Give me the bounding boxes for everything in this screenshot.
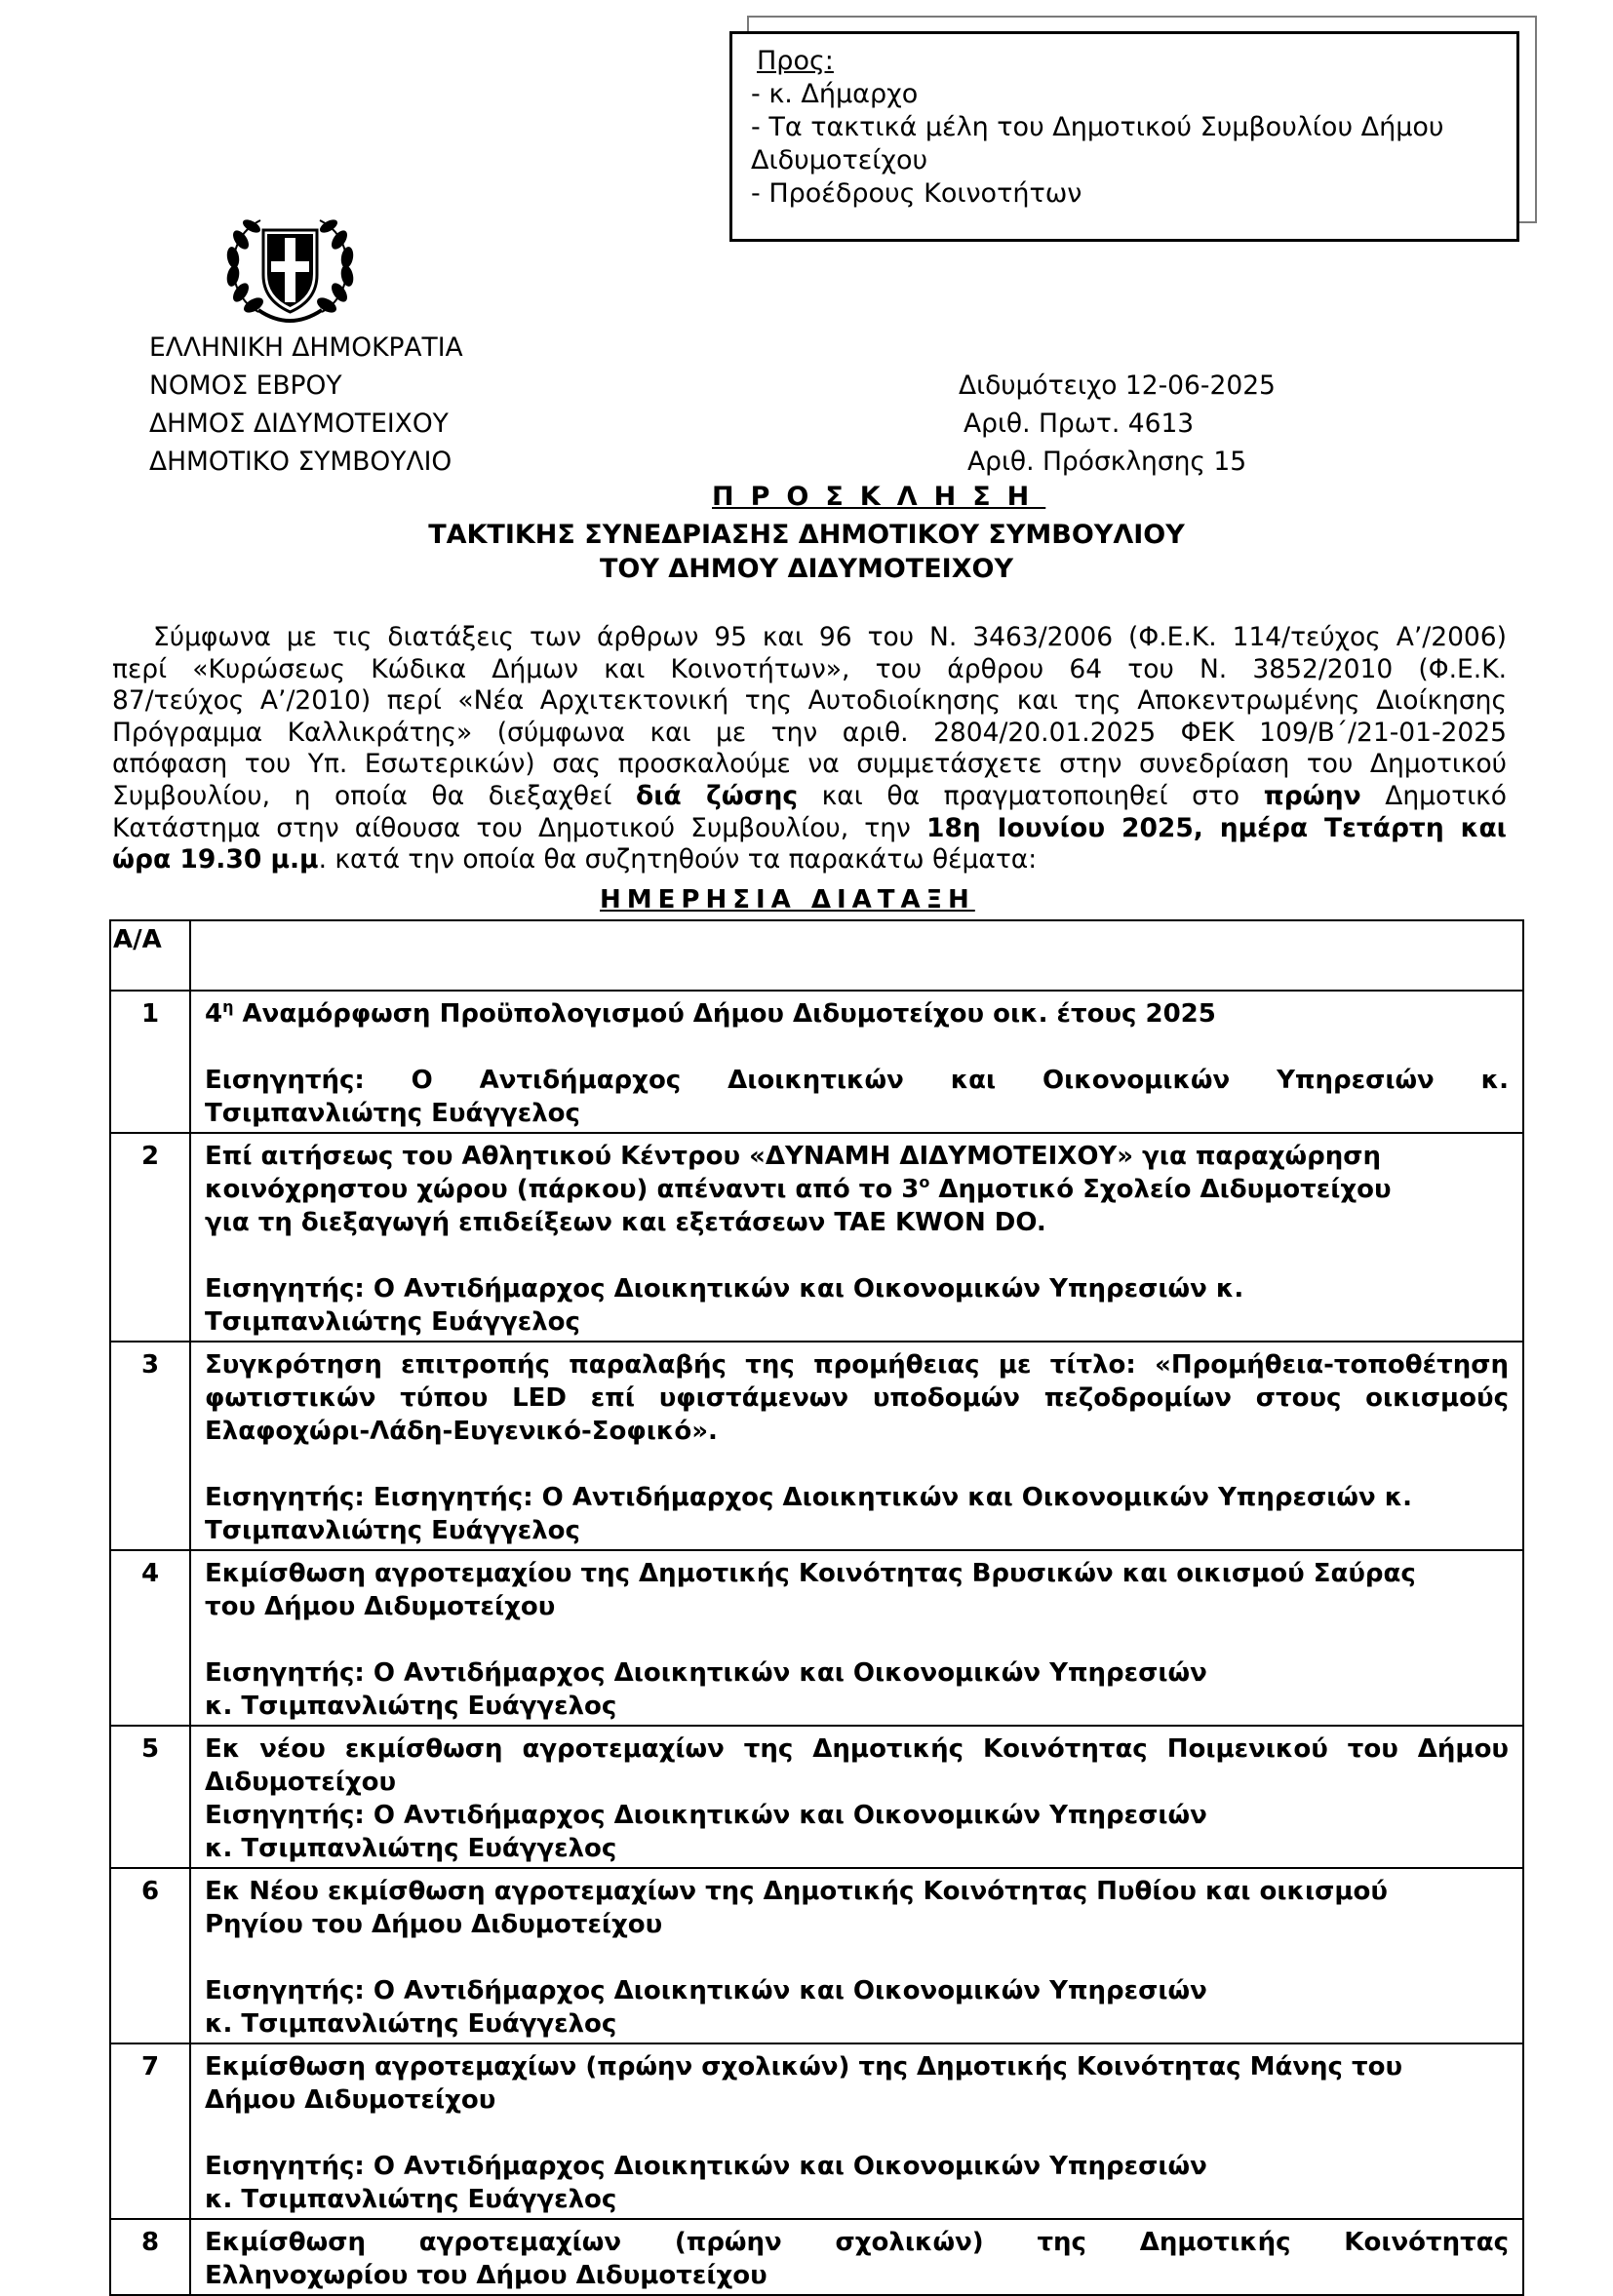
item-title-text: Αναμόρφωση Προϋπολογισμού Δήμου Διδυμοτείχου οικ. έτους 2025	[233, 999, 1216, 1029]
item-title: Επί αιτήσεως του Αθλητικού Κέντρου «ΔΥΝΑΜΗ ΔΙΔΥΜΟΤΕΙΧΟΥ» για παραχώρηση	[205, 1142, 1382, 1171]
item-title: Εκμίσθωση αγροτεμαχίων (πρώην σχολικών) της Δημοτικής Κοινότητας	[205, 2228, 1509, 2257]
recipient-line: Διδυμοτείχου	[751, 145, 928, 175]
item-number: 4	[110, 1550, 190, 1726]
item-title	[205, 997, 1509, 1031]
intro-text: Δημοτικό	[1360, 780, 1507, 811]
ordinal-suffix: η	[222, 997, 234, 1016]
intro-bold-date: 18η Ιουνίου 2025, ημέρα Τετάρτη και	[926, 812, 1507, 843]
intro-text: . κατά την οποία θα συζητηθούν τα παρακάτω θέματα:	[318, 844, 1038, 876]
agenda-item-8	[190, 2219, 1523, 2295]
item-title: Ρηγίου του Δήμου Διδυμοτείχου	[205, 1910, 663, 1939]
header-empty-cell	[190, 920, 1523, 991]
header-council: ΔΗΜΟΤΙΚΟ ΣΥΜΒΟΥΛΙΟ	[149, 447, 452, 477]
item-title: Εκ νέου εκμίσθωση αγροτεμαχίων της Δημοτικής Κοινότητας Ποιμενικού του Δήμου	[205, 1734, 1509, 1764]
rapporteur: Εισηγητής: Ο Αντιδήμαρχος Διοικητικών και Οικονομικών Υπηρεσιών κ.	[205, 1066, 1509, 1095]
recipient-heading: Προς:	[757, 46, 834, 76]
table-row	[110, 1550, 1523, 1726]
ordinal: 4	[205, 999, 223, 1029]
agenda-item-6	[190, 1868, 1523, 2043]
protocol-number: Αριθ. Πρωτ. 4613	[964, 409, 1195, 439]
rapporteur-name: Τσιμπανλιώτης Ευάγγελος	[205, 1516, 580, 1545]
agenda-table	[109, 919, 1524, 2296]
item-title: του Δήμου Διδυμοτείχου	[205, 1592, 556, 1621]
table-row	[110, 2043, 1523, 2219]
intro-line: 87/τεύχος Α’/2010) περί «Νέα Αρχιτεκτονική της Αυτοδιοίκησης και της Αποκεντρωμένης Διοίκησης	[112, 685, 1507, 717]
item-title: Εκμίσθωση αγροτεμαχίου της Δημοτικής Κοινότητας Βρυσικών και οικισμού Σαύρας	[205, 1559, 1416, 1588]
table-row	[110, 2219, 1523, 2295]
agenda-title: ΗΜΕΡΗΣΙΑ ΔΙΑΤΑΞΗ	[600, 885, 975, 915]
table-row	[110, 1868, 1523, 2043]
table-row	[110, 1133, 1523, 1342]
item-number: 6	[110, 1868, 190, 2043]
document-subtitle-2: ΤΟΥ ΔΗΜΟΥ ΔΙΔΥΜΟΤΕΙΧΟΥ	[599, 554, 1014, 584]
item-title	[205, 1173, 1509, 1206]
intro-bold-in-person: διά ζώσης	[635, 780, 799, 811]
item-title-text: Δημοτικό Σχολείο Διδυμοτείχου	[929, 1175, 1392, 1204]
item-number: 1	[110, 991, 190, 1133]
intro-line: απόφαση του Υπ. Εσωτερικών) σας προσκαλούμε να συμμετάσχετε στην συνεδρίαση του Δημοτικού	[112, 749, 1507, 780]
intro-text: Κατάστημα στην αίθουσα του Δημοτικού Συμβουλίου, την	[112, 812, 926, 843]
greek-emblem-icon	[219, 211, 361, 328]
invitation-number: Αριθ. Πρόσκλησης 15	[967, 447, 1247, 477]
header-municipality: ΔΗΜΟΣ ΔΙΔΥΜΟΤΕΙΧΟΥ	[149, 409, 449, 439]
intro-line: Σύμφωνα με τις διατάξεις των άρθρων 95 και 96 του Ν. 3463/2006 (Φ.Ε.Κ. 114/τεύχος Α’/2006)	[153, 622, 1507, 652]
rapporteur: Εισηγητής: Ο Αντιδήμαρχος Διοικητικών και Οικονομικών Υπηρεσιών	[205, 1801, 1207, 1830]
agenda-item-5	[190, 1726, 1523, 1868]
intro-line: Πρόγραμμα Καλλικράτης» (σύμφωνα και με την αριθ. 2804/20.01.2025 ΦΕΚ 109/Β΄/21-01-2025	[112, 717, 1507, 748]
rapporteur-name: κ. Τσιμπανλιώτης Ευάγγελος	[205, 1834, 617, 1863]
document-subtitle: ΤΑΚΤΙΚΗΣ ΣΥΝΕΔΡΙΑΣΗΣ ΔΗΜΟΤΙΚΟΥ ΣΥΜΒΟΥΛΙΟΥ	[428, 520, 1185, 550]
rapporteur-name: Τσιμπανλιώτης Ευάγγελος	[205, 1307, 580, 1337]
agenda-item-4	[190, 1550, 1523, 1726]
document-title: ΠΡΟΣΚΛΗΣΗ	[712, 482, 1046, 512]
rapporteur: Εισηγητής: Ο Αντιδήμαρχος Διοικητικών και Οικονομικών Υπηρεσιών	[205, 1976, 1207, 2005]
agenda-item-1	[190, 991, 1523, 1133]
recipient-line: - Προέδρους Κοινοτήτων	[751, 178, 1082, 209]
item-number: 7	[110, 2043, 190, 2219]
item-title: Διδυμοτείχου	[205, 1768, 397, 1797]
rapporteur-name: κ. Τσιμπανλιώτης Ευάγγελος	[205, 1692, 617, 1721]
place-date: Διδυμότειχο 12-06-2025	[959, 370, 1276, 401]
rapporteur: Εισηγητής: Ο Αντιδήμαρχος Διοικητικών και Οικονομικών Υπηρεσιών	[205, 1658, 1207, 1688]
item-number: 8	[110, 2219, 190, 2295]
intro-line	[112, 844, 1507, 876]
recipient-line: - κ. Δήμαρχο	[751, 79, 919, 109]
ordinal-suffix: ο	[919, 1173, 930, 1191]
intro-text: Συμβουλίου, η οποία θα διεξαχθεί	[112, 780, 636, 811]
item-title: Συγκρότηση επιτροπής παραλαβής της προμήθειας με τίτλο: «Προμήθεια-τοποθέτηση	[205, 1350, 1509, 1380]
intro-line	[112, 813, 1507, 845]
intro-line	[112, 781, 1507, 813]
intro-line: περί «Κυρώσεως Κώδικα Δήμων και Κοινοτήτων», του άρθρου 64 του Ν. 3852/2010 (Φ.Ε.Κ.	[112, 653, 1507, 684]
header-republic: ΕΛΛΗΝΙΚΗ ΔΗΜΟΚΡΑΤΙΑ	[149, 332, 463, 363]
item-number: 2	[110, 1133, 190, 1342]
item-number: 5	[110, 1726, 190, 1868]
rapporteur: Εισηγητής: Εισηγητής: Ο Αντιδήμαρχος Διοικητικών και Οικονομικών Υπηρεσιών κ.	[205, 1483, 1413, 1512]
item-title: Ελληνοχωρίου του Δήμου Διδυμοτείχου	[205, 2261, 767, 2290]
header-prefecture: ΝΟΜΟΣ ΕΒΡΟΥ	[149, 370, 342, 401]
item-title: Ελαφοχώρι-Λάδη-Ευγενικό-Σοφικό».	[205, 1417, 718, 1446]
table-row	[110, 991, 1523, 1133]
intro-bold-former: πρώην	[1263, 780, 1361, 811]
agenda-item-2	[190, 1133, 1523, 1342]
recipient-line: - Τα τακτικά μέλη του Δημοτικού Συμβουλίου Δήμου	[751, 112, 1444, 142]
item-title: για τη διεξαγωγή επιδείξεων και εξετάσεων TAE KWON DO.	[205, 1208, 1046, 1237]
intro-paragraph	[112, 622, 1507, 876]
item-title-text: κοινόχρηστου χώρου (πάρκου) απέναντι από το 3	[205, 1175, 920, 1204]
item-number: 3	[110, 1342, 190, 1550]
rapporteur-name: Τσιμπανλιώτης Ευάγγελος	[205, 1099, 580, 1128]
item-title: Εκ Νέου εκμίσθωση αγροτεμαχίων της Δημοτικής Κοινότητας Πυθίου και οικισμού	[205, 1877, 1388, 1906]
column-header-aa: Α/Α	[110, 920, 190, 991]
table-header-row	[110, 920, 1523, 991]
agenda-item-3	[190, 1342, 1523, 1550]
recipient-list	[751, 45, 1444, 211]
rapporteur: Εισηγητής: Ο Αντιδήμαρχος Διοικητικών και Οικονομικών Υπηρεσιών	[205, 2152, 1207, 2181]
item-title: Δήμου Διδυμοτείχου	[205, 2085, 496, 2115]
table-row	[110, 1342, 1523, 1550]
agenda-item-7	[190, 2043, 1523, 2219]
rapporteur: Εισηγητής: Ο Αντιδήμαρχος Διοικητικών και Οικονομικών Υπηρεσιών κ.	[205, 1274, 1244, 1304]
rapporteur-name: κ. Τσιμπανλιώτης Ευάγγελος	[205, 2009, 617, 2039]
intro-bold-time: ώρα 19.30 μ.μ	[112, 844, 319, 876]
rapporteur-name: κ. Τσιμπανλιώτης Ευάγγελος	[205, 2185, 617, 2214]
item-title: Εκμίσθωση αγροτεμαχίων (πρώην σχολικών) της Δημοτικής Κοινότητας Μάνης του	[205, 2052, 1403, 2082]
table-row	[110, 1726, 1523, 1868]
item-title: φωτιστικών τύπου LED επί υφιστάμενων υποδομών πεζοδρομίων στους οικισμούς	[205, 1383, 1509, 1413]
intro-text: και θα πραγματοποιηθεί στο	[798, 780, 1264, 811]
